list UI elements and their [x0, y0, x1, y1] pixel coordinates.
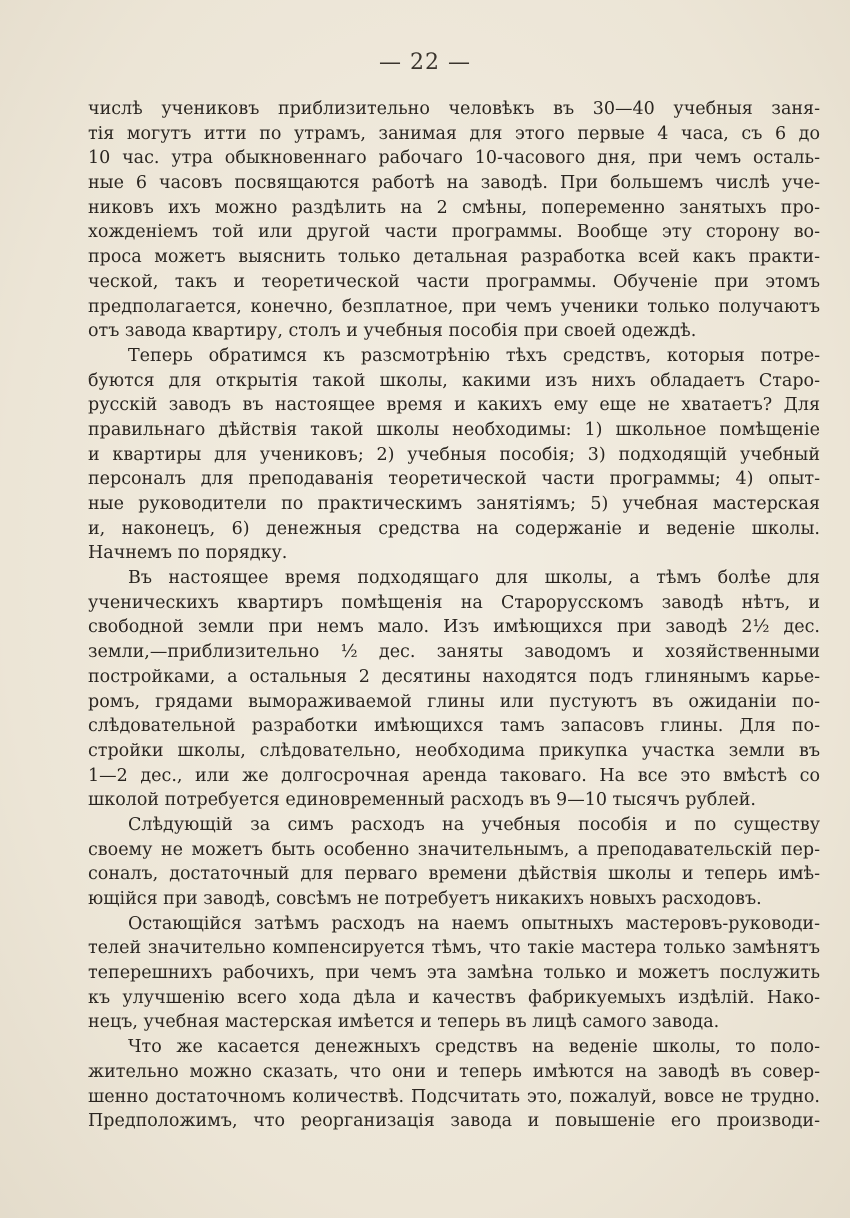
text-line: ученическихъ квартиръ помѣщенія на Старорусскомъ заводѣ нѣтъ, и	[88, 592, 820, 613]
text-line: жительно можно сказать, что они и теперь имѣются на заводѣ въ совер-	[88, 1061, 820, 1082]
text-line: Начнемъ по порядку.	[88, 543, 288, 564]
text-line: Что же касается денежныхъ средствъ на веденіе школы, то поло-	[128, 1037, 820, 1058]
text-line: стройки школы, слѣдовательно, необходима прикупка участка земли въ	[88, 740, 820, 761]
text-line: Предположимъ, что реорганизація завода и повышеніе его производи-	[88, 1111, 820, 1132]
text-line: шенно достаточномъ количествѣ. Подсчитать это, пожалуй, вовсе не трудно.	[88, 1086, 820, 1107]
text-line: проса можетъ выяснить только детальная разработка всей какъ практи-	[88, 247, 820, 268]
text-line: ющійся при заводѣ, совсѣмъ не потребуетъ никакихъ новыхъ расходовъ.	[88, 889, 762, 909]
text-line: постройками, а остальныя 2 десятины находятся подъ глинянымъ карье-	[88, 666, 820, 687]
text-line: 10 час. утра обыкновеннаго рабочаго 10-часового дня, при чемъ осталь-	[88, 148, 820, 169]
text-line: слѣдовательной разработки имѣющихся тамъ запасовъ глины. Для по-	[88, 716, 820, 737]
text-line: свободной земли при немъ мало. Изъ имѣющихся при заводѣ 2½ дес.	[88, 617, 820, 638]
text-line: 1—2 дес., или же долгосрочная аренда таковаго. На все это вмѣстѣ со	[88, 765, 820, 786]
text-line: русскій заводъ въ настоящее время и какихъ ему еще не хватаетъ? Для	[88, 395, 820, 416]
text-line: предполагается, конечно, безплатное, при чемъ ученики только получаютъ	[88, 296, 820, 317]
text-line: отъ завода квартиру, столъ и учебныя пособія при своей одеждѣ.	[88, 321, 697, 342]
text-line: Въ настоящее время подходящаго для школы, а тѣмъ болѣе для	[128, 568, 820, 589]
text-line: ные 6 часовъ посвящаются работѣ на заводѣ. При большемъ числѣ уче-	[88, 173, 820, 194]
text-line: земли,—приблизительно ½ дес. заняты заводомъ и хозяйственными	[88, 642, 820, 663]
text-line: теперешнихъ рабочихъ, при чемъ эта замѣна только и можетъ послужить	[88, 963, 820, 984]
text-line: и, наконецъ, 6) денежныя средства на содержаніе и веденіе школы.	[88, 518, 820, 539]
text-line: правильнаго дѣйствія такой школы необходимы: 1) школьное помѣщеніе	[88, 419, 820, 440]
text-line: и квартиры для учениковъ; 2) учебныя пособія; 3) подходящій учебный	[88, 444, 820, 465]
page-number: — 22 —	[379, 50, 471, 75]
text-line: персоналъ для преподаванія теоретической части программы; 4) опыт-	[88, 469, 820, 490]
text-line: Слѣдующій за симъ расходъ на учебныя пособія и по существу	[128, 814, 820, 835]
text-line: ные руководители по практическимъ занятіямъ; 5) учебная мастерская	[88, 494, 820, 514]
text-line: къ улучшенію всего хода дѣла и качествъ фабрикуемыхъ издѣлій. Нако-	[88, 987, 820, 1008]
text-line: нецъ, учебная мастерская имѣется и теперь въ лицѣ самого завода.	[88, 1012, 720, 1033]
text-line: Теперь обратимся къ разсмотрѣнію тѣхъ средствъ, которыя потре-	[128, 345, 820, 366]
text-line: соналъ, достаточный для перваго времени дѣйствія школы и теперь имѣ-	[88, 864, 820, 885]
body-text	[88, 97, 820, 1134]
text-line: числѣ учениковъ приблизительно человѣкъ въ 30—40 учебныя заня-	[88, 99, 820, 119]
text-line: Остающійся затѣмъ расходъ на наемъ опытныхъ мастеровъ-руководи-	[128, 913, 820, 934]
text-line: буются для открытія такой школы, какими изъ нихъ обладаетъ Старо-	[88, 370, 820, 391]
text-line: школой потребуется единовременный расходъ въ 9—10 тысячъ рублей.	[88, 790, 756, 811]
text-line: своему не можетъ быть особенно значительнымъ, а преподавательскій пер-	[88, 839, 820, 860]
text-line: телей значительно компенсируется тѣмъ, что такіе мастера только замѣнятъ	[88, 938, 820, 959]
text-line: ромъ, грядами вымораживаемой глины или пустуютъ въ ожиданіи по-	[88, 691, 820, 712]
text-line: никовъ ихъ можно раздѣлить на 2 смѣны, попеременно занятыхъ про-	[88, 197, 820, 218]
text-line: ческой, такъ и теоретической части программы. Обученіе при этомъ	[88, 271, 820, 292]
text-line: тія могутъ итти по утрамъ, занимая для этого первые 4 часа, съ 6 до	[88, 123, 820, 144]
text-line: хожденіемъ той или другой части программы. Вообще эту сторону во-	[88, 222, 820, 243]
